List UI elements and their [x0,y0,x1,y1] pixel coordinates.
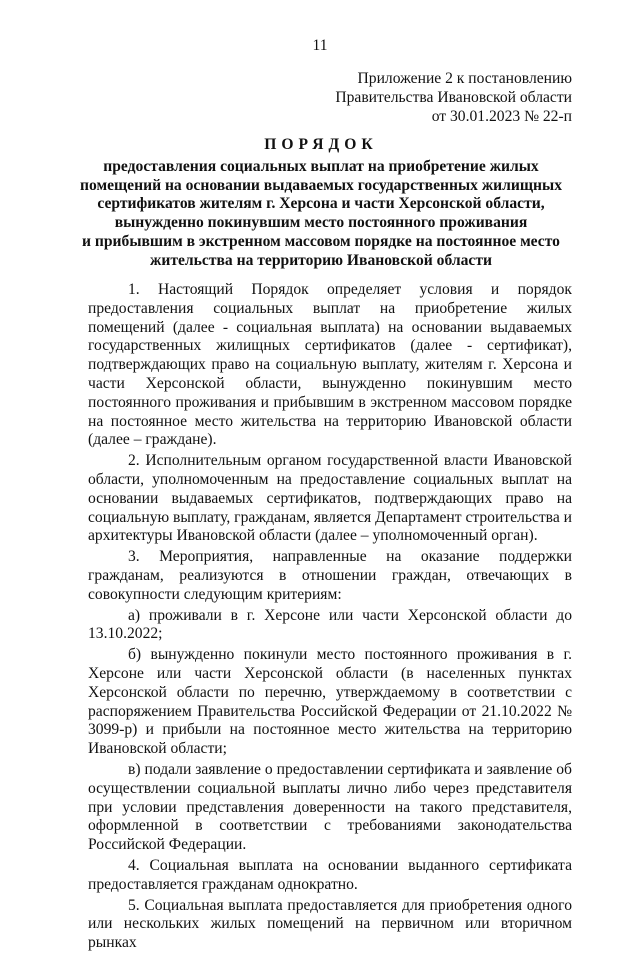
subtitle-line: помещений на основании выдаваемых государственных жилищных [79,176,563,194]
document-heading [70,136,572,271]
paragraph-4: 4. Социальная выплата на основании выданного сертификата предоставляется гражданам однократно. [88,856,572,893]
subtitle-line: вынужденно покинувшим место постоянного проживания [114,214,528,232]
subtitle-line: и прибывшим в экстренном массовом порядке на постоянное место [82,232,560,250]
criterion-c: в) подали заявление о предоставлении сертификата и заявление об осуществлении социальной выплаты лично либо через представителя при условии представления доверенности на такого представителя, оформленной в соответствии с требованиями законодательства Российской Федерации. [88,760,572,854]
appendix-line: Правительства Ивановской области [335,88,572,106]
appendix-note [335,70,572,126]
document-body [88,281,572,953]
document-title: ПОРЯДОК [264,136,378,153]
appendix-line: Приложение 2 к постановлению [357,70,572,87]
paragraph-5: 5. Социальная выплата предоставляется для приобретения одного или нескольких жилых помещений на первичном или вторичном рынках [88,896,572,952]
paragraph-2: 2. Исполнительным органом государственной власти Ивановской области, уполномоченным на предоставление социальных выплат на основании выдаваемых сертификатов, подтверждающих право на социальную выплату, гражданам, является Департамент строительства и архитектуры Ивановской области (далее – уполномоченный орган). [88,452,572,545]
criterion-a: а) проживали в г. Херсоне или части Херсонской области до 13.10.2022; [88,606,572,643]
subtitle-line: предоставления социальных выплат на приобретение жилых [103,157,539,175]
subtitle-line: сертификатов жителям г. Херсона и части Херсонской области, [97,195,545,213]
subtitle-line: жительства на территорию Ивановской области [150,251,492,269]
document-subtitle [70,158,572,271]
appendix-line: от 30.01.2023 № 22-п [431,107,572,125]
paragraph-1: 1. Настоящий Порядок определяет условия и порядок предоставления социальных выплат на приобретение жилых помещений (далее - социальная выплата) на основании выдаваемых государственных жилищных сертификатов (далее - сертификат), подтверждающих право на социальную выплату, жителям г. Херсона и части Херсонской области, вынужденно покинувшим место постоянного проживания и прибывшим в экстренном массовом порядке на постоянное место жительства на территорию Ивановской области (далее – граждане). [88,281,572,449]
criterion-b: б) вынужденно покинули место постоянного проживания в г. Херсоне или части Херсонской области (в населенных пунктах Херсонской области по перечню, утверждаемому в соответствии с распоряжением Правительства Российской Федерации от 21.10.2022 № 3099-р) и прибыли на постоянное место жительства на территорию Ивановской области; [88,646,572,758]
page-number: 11 [312,37,328,54]
paragraph-3: 3. Мероприятия, направленные на оказание поддержки гражданам, реализуются в отношении граждан, отвечающих в совокупности следующим критериям: [88,548,572,603]
